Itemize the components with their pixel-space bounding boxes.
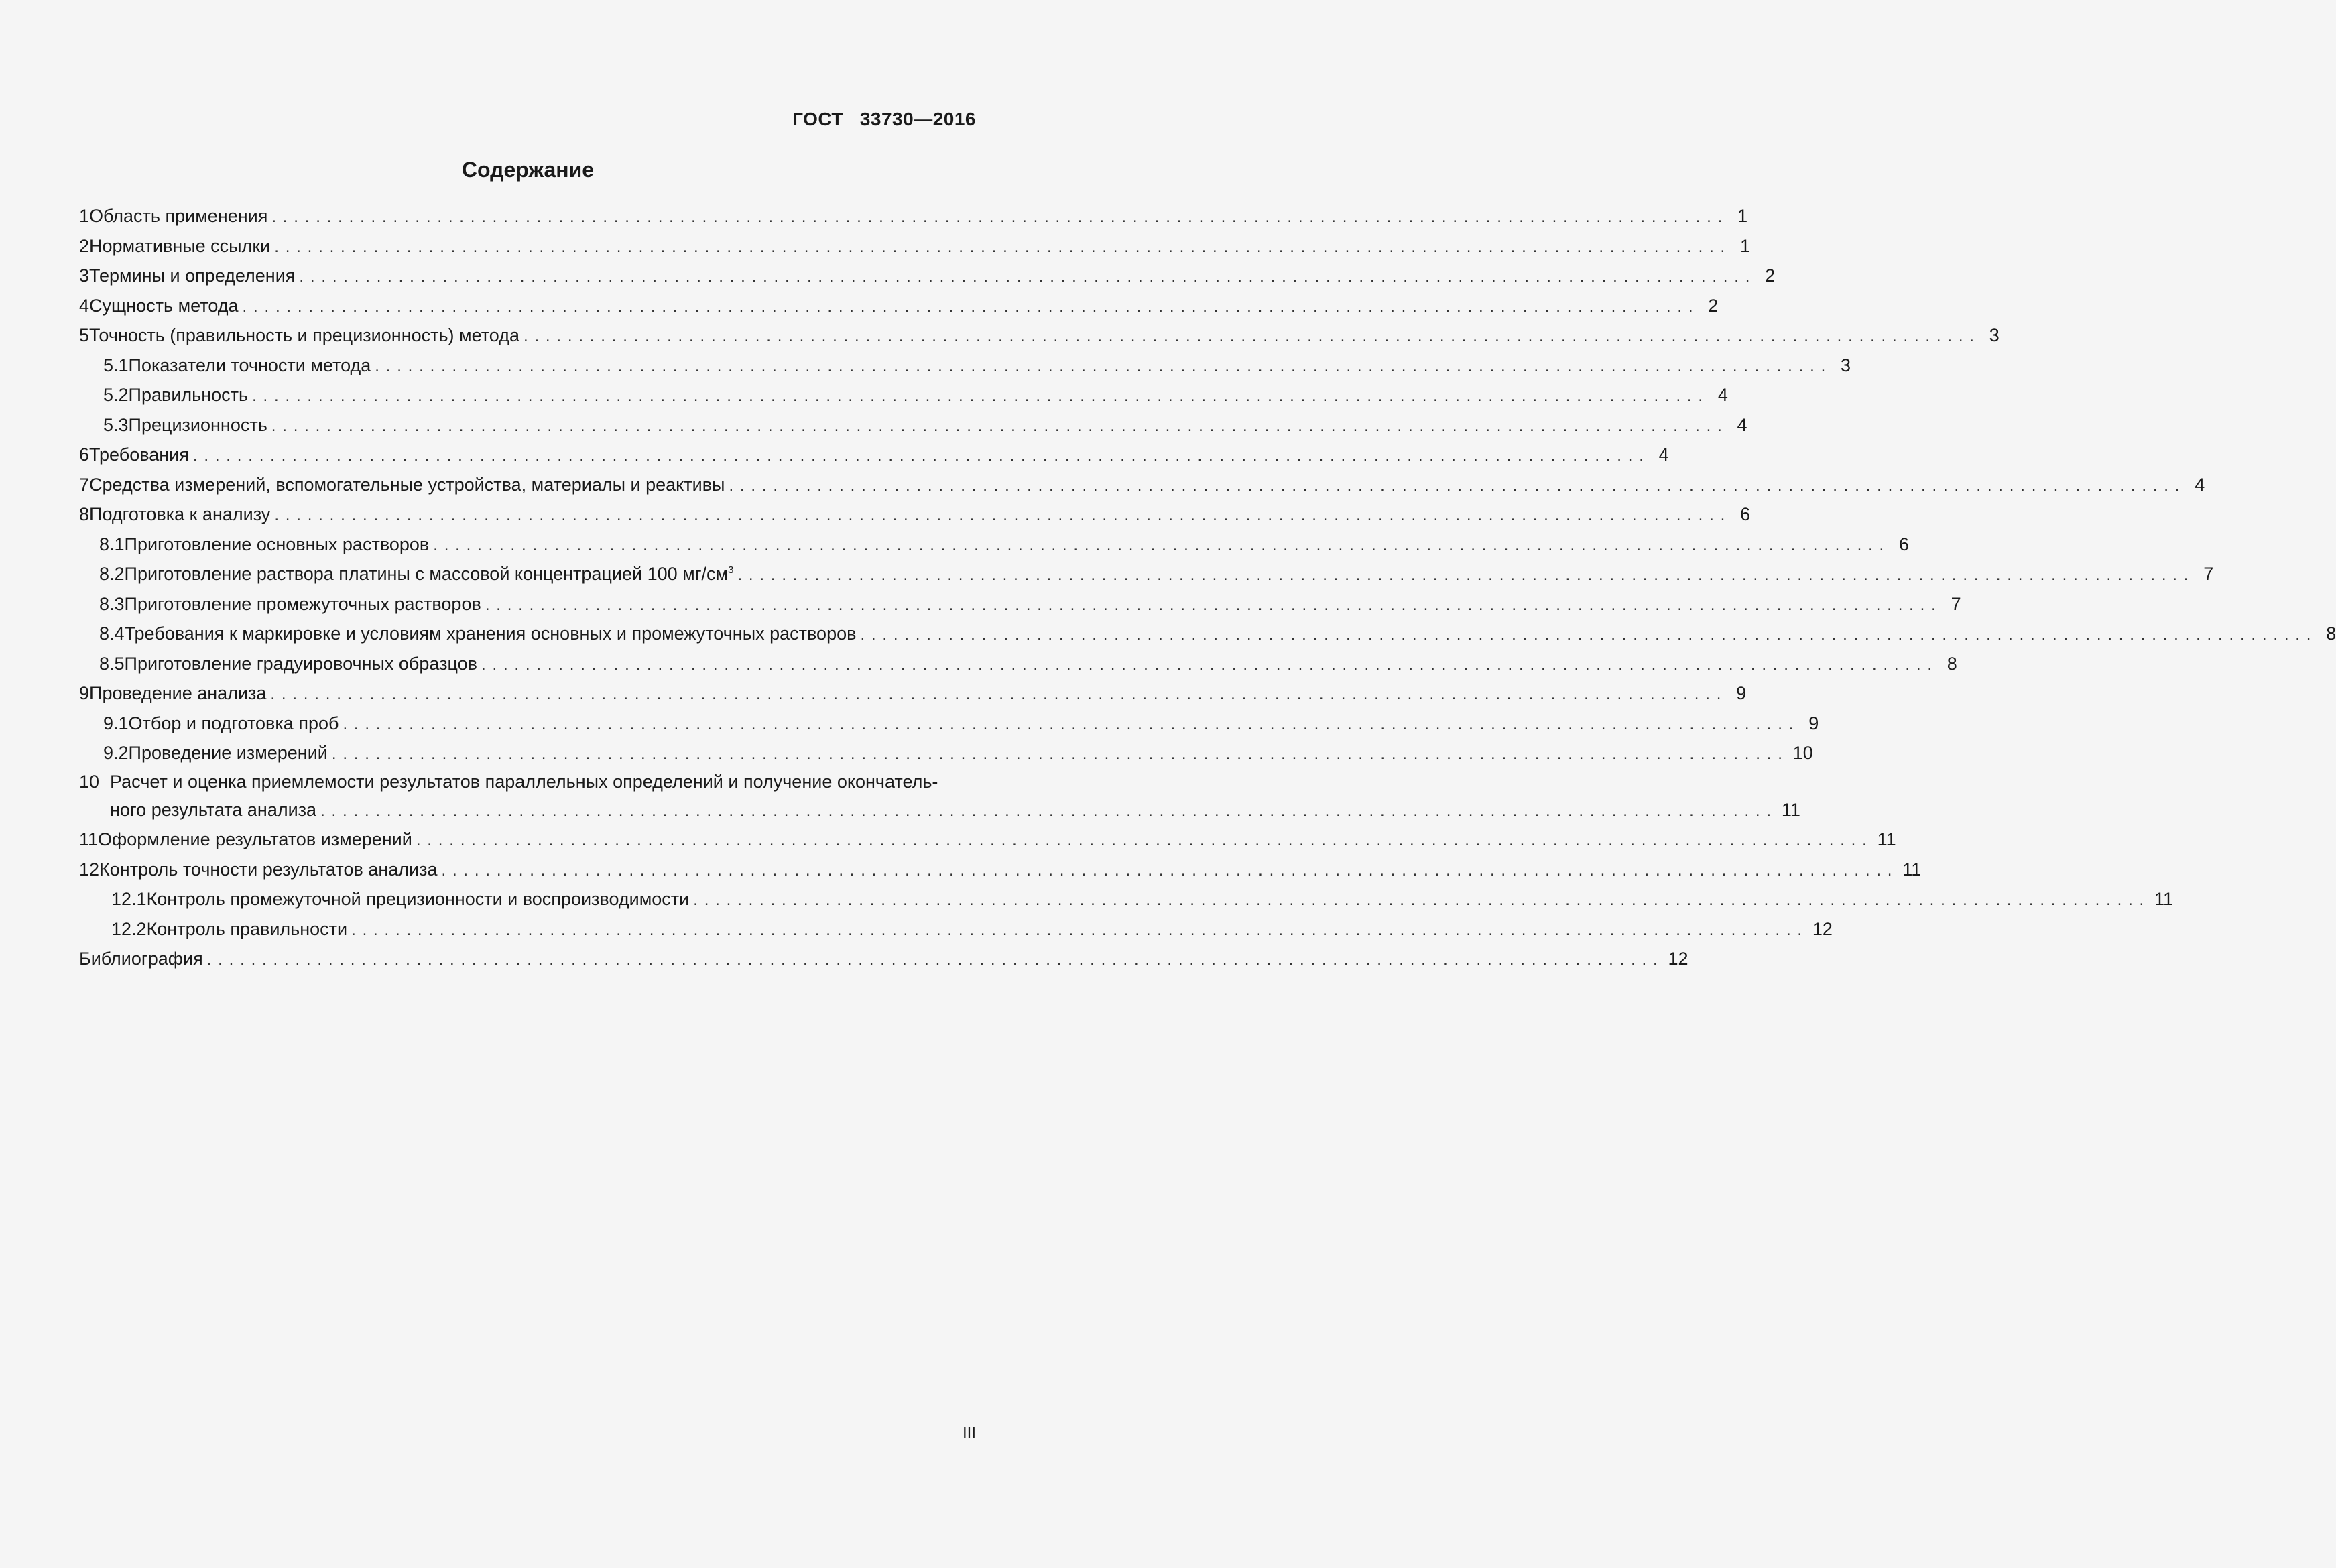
- toc-page: 11: [2154, 889, 2174, 909]
- toc-number: 4: [79, 295, 90, 316]
- toc-number: 8.4: [99, 623, 125, 644]
- toc-entry[interactable]: 1 Область применения .................................................................................................................................... 1: [79, 201, 976, 231]
- toc-title: Содержание: [461, 158, 595, 182]
- toc-text: Расчет и оценка приемлемости результатов параллельных определений и получение окончатель-: [110, 771, 938, 792]
- toc-page: 12: [1668, 949, 1688, 969]
- toc-entry[interactable]: 8.5 Приготовление градуировочных образцов .................................................................................................................................... 8: [79, 649, 976, 679]
- toc-entry[interactable]: 8 Подготовка к анализу .................................................................................................................................... 6: [79, 499, 976, 530]
- toc-entry[interactable]: 12 Контроль точности результатов анализа .................................................................................................................................... 11: [79, 855, 976, 885]
- toc-text: Прецизионность: [128, 414, 267, 435]
- toc-text: Библиография: [79, 949, 203, 969]
- toc-number: 10: [79, 771, 100, 792]
- toc-text: Требования: [89, 444, 189, 465]
- toc-entry[interactable]: 9 Проведение анализа .................................................................................................................................... 9: [79, 678, 976, 709]
- table-of-contents: [79, 201, 2336, 974]
- toc-entry[interactable]: 12.1 Контроль промежуточной прецизионности и воспроизводимости .................................................................................................................................... 11: [79, 884, 976, 914]
- toc-page: 9: [1808, 713, 1819, 733]
- toc-number: 2: [79, 235, 90, 256]
- toc-text: Проведение измерений: [128, 743, 328, 763]
- toc-text: Средства измерений, вспомогательные устройства, материалы и реактивы: [89, 474, 725, 495]
- toc-page: 1: [1737, 206, 1748, 226]
- toc-text: Точность (правильность и прецизионность) метода: [89, 325, 519, 345]
- toc-entry[interactable]: 9.2 Проведение измерений .................................................................................................................................... 10: [79, 738, 976, 768]
- toc-entry[interactable]: 9.1 Отбор и подготовка проб .................................................................................................................................... 9: [79, 709, 976, 739]
- toc-page: 4: [2195, 474, 2205, 495]
- superscript: 3: [728, 564, 734, 576]
- toc-number: 8.1: [99, 534, 125, 554]
- standard-label: ГОСТ: [792, 109, 843, 129]
- toc-number: 5.1: [103, 355, 129, 375]
- toc-number: 1: [79, 206, 90, 226]
- toc-text: Отбор и подготовка проб: [128, 713, 339, 733]
- toc-number: 9: [79, 683, 90, 703]
- toc-text: Правильность: [128, 385, 249, 405]
- toc-page: 2: [1765, 265, 1776, 286]
- toc-text: Контроль точности результатов анализа: [99, 859, 438, 880]
- toc-entry[interactable]: 5 Точность (правильность и прецизионность) метода .................................................................................................................................... 3: [79, 320, 976, 351]
- toc-number: 12.2: [111, 918, 147, 939]
- toc-entry[interactable]: 7 Средства измерений, вспомогательные устройства, материалы и реактивы .................................................................................................................................... 4: [79, 470, 976, 500]
- toc-entry[interactable]: [79, 768, 976, 795]
- toc-entry[interactable]: 3 Термины и определения .................................................................................................................................... 2: [79, 261, 976, 291]
- standard-number: 33730—2016: [859, 109, 976, 129]
- toc-text: Приготовление основных растворов: [124, 534, 430, 554]
- toc-text: ного результата анализа: [110, 799, 317, 820]
- toc-text: Контроль промежуточной прецизионности и воспроизводимости: [146, 889, 690, 909]
- toc-number: 9.1: [103, 713, 129, 733]
- toc-entry[interactable]: 6 Требования .................................................................................................................................... 4: [79, 440, 976, 470]
- toc-page: 4: [1737, 414, 1747, 435]
- toc-entry[interactable]: 8.3 Приготовление промежуточных растворов .................................................................................................................................... 7: [79, 589, 976, 619]
- toc-entry[interactable]: 5.1 Показатели точности метода .................................................................................................................................... 3: [79, 351, 976, 381]
- toc-number: 5: [79, 325, 90, 345]
- toc-entry[interactable]: 11 Оформление результатов измерений .................................................................................................................................... 11: [79, 825, 976, 855]
- toc-text: Термины и определения: [89, 265, 296, 286]
- toc-text: Контроль правильности: [146, 918, 348, 939]
- toc-number: 12.1: [111, 889, 147, 909]
- toc-text: Сущность метода: [89, 295, 239, 316]
- toc-page: 12: [1812, 918, 1833, 939]
- toc-entry[interactable]: 4 Сущность метода .................................................................................................................................... 2: [79, 291, 976, 321]
- toc-page: 8: [1947, 653, 1957, 674]
- page-number: III: [962, 1424, 976, 1442]
- toc-page: 6: [1740, 504, 1751, 524]
- toc-text: Требования к маркировке и условиям хранения основных и промежуточных растворов: [124, 623, 857, 644]
- toc-page: 1: [1739, 235, 1751, 256]
- toc-page: 4: [1717, 385, 1728, 405]
- toc-entry[interactable]: 8.1 Приготовление основных растворов .................................................................................................................................... 6: [79, 530, 976, 560]
- toc-text: Оформление результатов измерений: [98, 829, 412, 849]
- toc-page: 3: [1841, 355, 1851, 375]
- toc-page: 3: [1989, 325, 2000, 345]
- toc-page: 4: [1658, 444, 1669, 465]
- toc-text: Приготовление градуировочных образцов: [124, 653, 478, 674]
- toc-page: 2: [1708, 295, 1719, 316]
- toc-text: Область применения: [89, 206, 268, 226]
- toc-number: 3: [79, 265, 90, 286]
- toc-page: 11: [1902, 859, 1922, 880]
- standard-header: [792, 109, 976, 130]
- toc-page: 7: [1951, 593, 1961, 614]
- toc-text: Приготовление промежуточных растворов: [124, 593, 481, 614]
- toc-number: 8: [79, 504, 90, 524]
- toc-number: 8.2: [99, 564, 125, 584]
- toc-entry[interactable]: Библиография .................................................................................................................................... 12: [79, 944, 976, 974]
- toc-entry[interactable]: 8.2 Приготовление раствора платины с массовой концентрацией 100 $мг/см^3$ .................................................................................................................................... 7: [79, 559, 976, 589]
- toc-entry[interactable]: 2 Нормативные ссылки .................................................................................................................................... 1: [79, 231, 976, 261]
- toc-entry[interactable]: 5.3 Прецизионность .................................................................................................................................... 4: [79, 410, 976, 440]
- toc-number: 8.3: [99, 593, 125, 614]
- toc-page: 7: [2203, 564, 2214, 584]
- toc-text: Показатели точности метода: [128, 355, 371, 375]
- toc-page: 11: [1781, 799, 1800, 820]
- toc-page: 8: [2326, 623, 2336, 644]
- toc-text: Подготовка к анализу: [89, 504, 271, 524]
- toc-number: 5.2: [103, 385, 129, 405]
- toc-text: Приготовление раствора платины с массовой концентрацией 100 $мг/см^3$: [124, 564, 734, 584]
- toc-number: 11: [79, 829, 99, 849]
- toc-entry-continuation[interactable]: ного результата анализа .................................................................................................................................... 11: [79, 795, 976, 825]
- toc-number: 12: [79, 859, 100, 880]
- toc-page: 6: [1899, 534, 1910, 554]
- toc-text: Проведение анализа: [89, 683, 267, 703]
- toc-page: 11: [1877, 829, 1896, 849]
- toc-entry[interactable]: 12.2 Контроль правильности .................................................................................................................................... 12: [79, 914, 976, 945]
- toc-number: 6: [79, 444, 90, 465]
- toc-number: 5.3: [103, 414, 129, 435]
- toc-page: 9: [1736, 683, 1747, 703]
- toc-page: 10: [1792, 743, 1813, 763]
- toc-number: 9.2: [103, 743, 129, 763]
- toc-number: 8.5: [99, 653, 125, 674]
- toc-text: Нормативные ссылки: [89, 235, 271, 256]
- toc-entry[interactable]: 8.4 Требования к маркировке и условиям хранения основных и промежуточных растворов .................................................................................................................................... 8: [79, 619, 976, 649]
- toc-entry[interactable]: 5.2 Правильность .................................................................................................................................... 4: [79, 380, 976, 410]
- toc-number: 7: [79, 474, 90, 495]
